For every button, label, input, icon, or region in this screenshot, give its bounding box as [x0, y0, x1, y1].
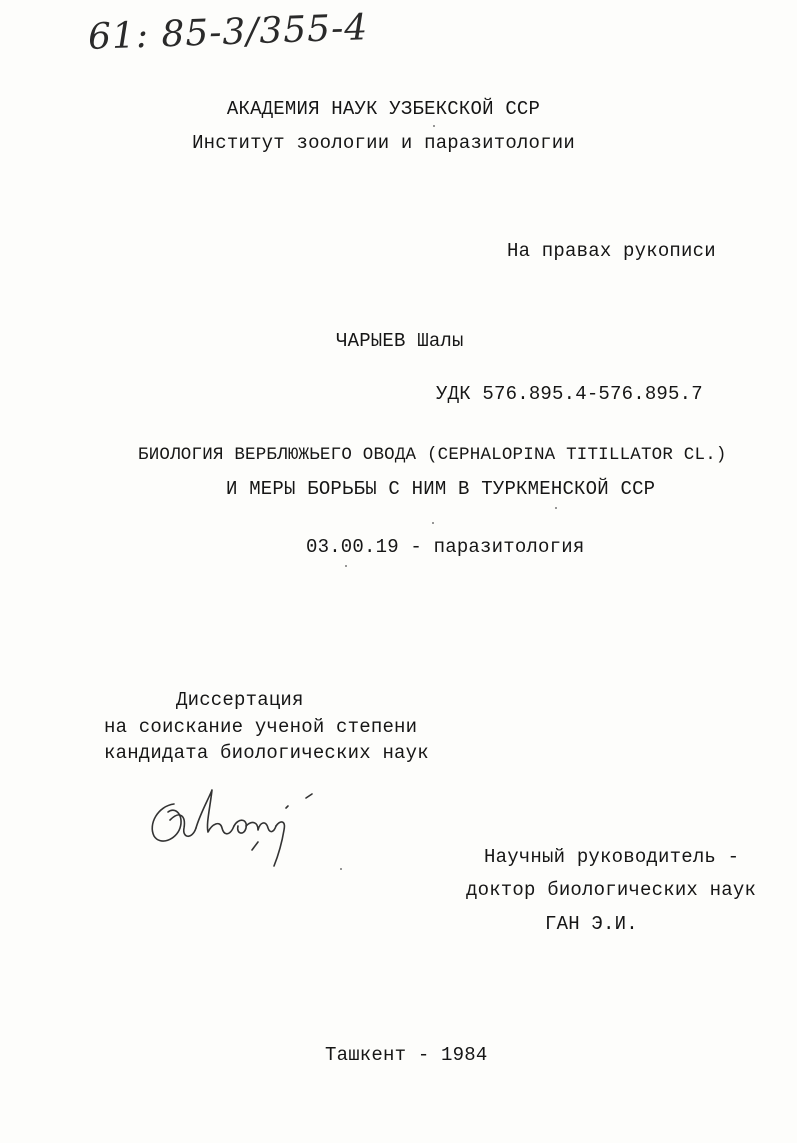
thesis-title-line-1: БИОЛОГИЯ ВЕРБЛЮЖЬЕГО ОВОДА (CEPHALOPINA TITILLATOR CL.): [138, 445, 727, 465]
author-name: ЧАРЫЕВ Шалы: [336, 330, 464, 352]
thesis-title-line-2: И МЕРЫ БОРЬБЫ С НИМ В ТУРКМЕНСКОЙ ССР: [226, 478, 656, 500]
supervisor-line-2: доктор биологических наук: [466, 879, 757, 901]
scan-speck: [432, 522, 434, 524]
degree-line-2: на соискание ученой степени: [104, 716, 418, 738]
scan-speck: [340, 868, 342, 870]
place-year: Ташкент - 1984: [325, 1044, 488, 1066]
archive-code: 61: 85-3/355-4: [87, 7, 369, 58]
academy-name: АКАДЕМИЯ НАУК УЗБЕКСКОЙ ССР: [226, 98, 541, 120]
scan-speck: [345, 565, 347, 567]
supervisor-name: ГАН Э.И.: [545, 913, 638, 935]
udc-code: УДК 576.895.4-576.895.7: [436, 383, 703, 405]
degree-line-3: кандидата биологических наук: [104, 742, 429, 764]
scan-speck: [555, 507, 557, 509]
specialty: 03.00.19 - паразитология: [306, 536, 585, 558]
degree-line-1: Диссертация: [176, 689, 304, 711]
handwritten-signature-icon: [140, 780, 340, 870]
supervisor-line-1: Научный руководитель -: [484, 846, 740, 868]
scan-speck: [433, 125, 435, 127]
manuscript-rights: На правах рукописи: [507, 240, 716, 262]
institute-name: Институт зоологии и паразитологии: [192, 132, 575, 154]
